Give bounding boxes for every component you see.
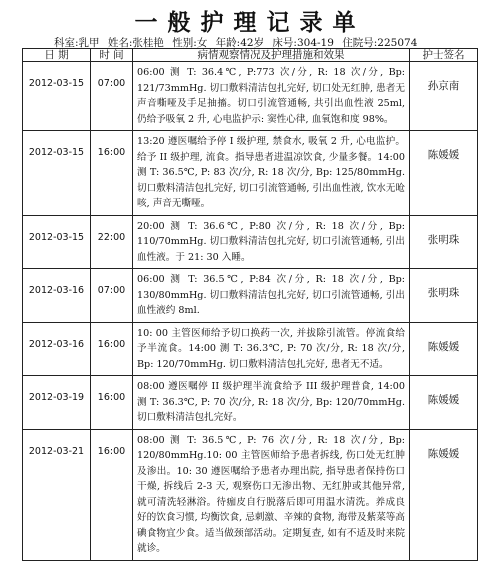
row-content: 06:00 测 T: 36.5℃, P:84 次/分, R: 18 次/分, Bp: 130/80mmHg. 切口敷料清洁包扎完好, 切口引流管通畅, 引出血性液约 8ml. [133, 269, 410, 323]
name-field: 姓名:张桂艳 [107, 37, 164, 49]
table-row [23, 322, 478, 376]
table-row [23, 62, 478, 131]
row-nurse: 陈媛媛 [410, 322, 478, 376]
row-time: 22:00 [91, 215, 133, 269]
table-row [23, 376, 478, 430]
row-time: 16:00 [91, 376, 133, 430]
row-time: 07:00 [91, 269, 133, 323]
row-content: 06:00 测 T: 36.4℃, P:773 次/分, R: 18 次/分, Bp: 121/73mmHg. 切口敷料清洁包扎完好, 切口处无红肿, 患者无声音嘶哑及手足抽搐。切口引流管通畅, 共引出血性液 25ml, 仍给予吸氧 2 升, 心电监护示: 窦性心律, 血氧饱和度 98%。 [133, 62, 410, 131]
header-content: 病情观察情况及护理措施和效果 [133, 49, 410, 62]
row-time: 07:00 [91, 62, 133, 131]
table-row [23, 131, 478, 216]
sex-field: 性别:女 [172, 37, 208, 49]
row-content: 08:00 测 T: 36.5℃, P: 76 次/分, R: 18 次/分, Bp: 120/80mmHg.10: 00 主管医师给予患者拆线, 伤口处无红肿及渗出。10: 30 遵医嘱给予患者办理出院, 指导患者保持伤口干燥, 拆线后 2-3 天, 观察伤口无渗出物、无红肿或其他异常, 就可清洗轻淋浴。待痂皮自行脱落后即可用温水清洗。养成良好的饮食习惯, 均衡饮食, 忌刺激、辛辣的食物, 海带及紫菜等高碘食物宜少食。适当做颈部活动。定期复查, 如有不适及时来院就诊。 [133, 429, 410, 560]
header-nurse: 护士签名 [410, 49, 478, 62]
row-date: 2012-03-15 [23, 62, 91, 131]
row-date: 2012-03-19 [23, 376, 91, 430]
table-row [23, 429, 478, 560]
row-content: 13:20 遵医嘱给予停 I 级护理, 禁食水, 吸氧 2 升, 心电监护。给予 II 级护理, 流食。指导患者进温凉饮食, 少量多餐。14:00 测 T: 36.5℃, P: 83 次/分, R: 18 次/分, Bp: 125/80mmHg. 切口敷料清洁包扎完好, 切口引流管通畅, 引出血性液, 饮水无呛咳, 声音无嘶哑。 [133, 131, 410, 216]
row-nurse: 陈媛媛 [410, 376, 478, 430]
nursing-record-table [22, 48, 478, 561]
row-date: 2012-03-16 [23, 269, 91, 323]
admission-number-field: 住院号:225074 [342, 37, 418, 49]
age-field: 年龄:42岁 [215, 37, 265, 49]
row-nurse: 孙京南 [410, 62, 478, 131]
row-content: 20:00 测 T: 36.6℃, P:80 次/分, R: 18 次/分, Bp: 110/70mmHg. 切口敷料清洁包扎完好, 切口引流管通畅, 引出血性液。于 21: 30 入睡。 [133, 215, 410, 269]
row-time: 16:00 [91, 131, 133, 216]
row-date: 2012-03-16 [23, 322, 91, 376]
row-date: 2012-03-15 [23, 131, 91, 216]
header-date: 日 期 [23, 49, 91, 62]
row-date: 2012-03-21 [23, 429, 91, 560]
row-time: 16:00 [91, 322, 133, 376]
row-nurse: 陈媛媛 [410, 131, 478, 216]
table-header-row [23, 49, 478, 62]
table-row [23, 269, 478, 323]
row-date: 2012-03-15 [23, 215, 91, 269]
table-row [23, 215, 478, 269]
row-content: 08:00 遵医嘱停 II 级护理半流食给予 III 级护理普食, 14:00 测 T: 36.3℃, P: 70 次/分, R: 18 次/分, Bp: 120/70mmHg. 切口敷料清洁包扎完好。 [133, 376, 410, 430]
row-nurse: 张明珠 [410, 215, 478, 269]
header-time: 时 间 [91, 49, 133, 62]
bed-field: 床号:304-19 [272, 37, 334, 49]
row-nurse: 陈媛媛 [410, 429, 478, 560]
page-title: 一般护理记录单 [134, 9, 366, 36]
row-time: 16:00 [91, 429, 133, 560]
row-content: 10: 00 主管医师给予切口换药一次, 并拔除引流管。停流食给予半流食。14:00 测 T: 36.3℃, P: 70 次/分, R: 18 次/分, Bp: 120/70mmHg. 切口敷料清洁包扎完好, 患者无不适。 [133, 322, 410, 376]
row-nurse: 张明珠 [410, 269, 478, 323]
department-field: 科室:乳甲 [54, 37, 100, 49]
